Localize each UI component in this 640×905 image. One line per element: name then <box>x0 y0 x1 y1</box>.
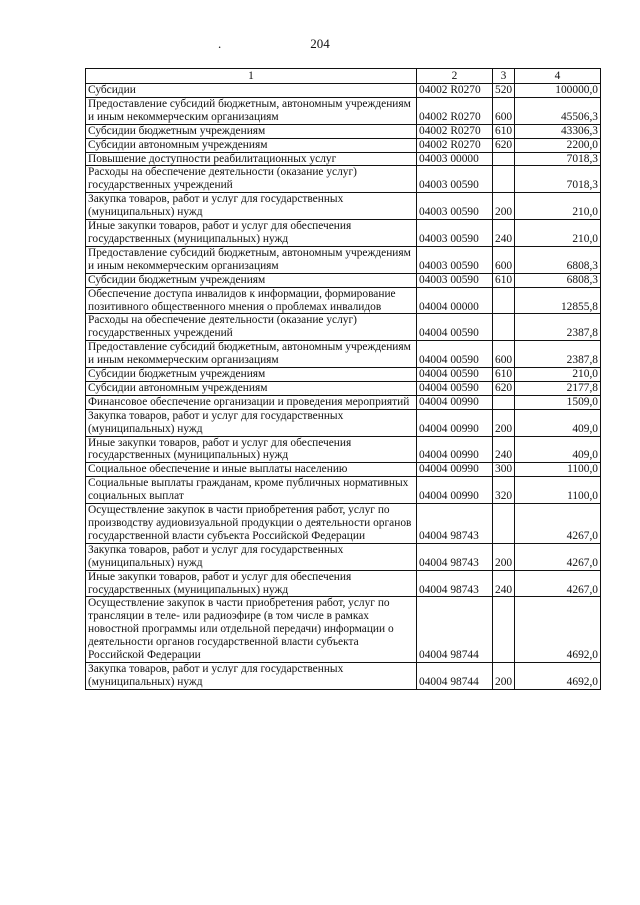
row-code-cell: 04004 98744 <box>417 597 493 663</box>
row-code-cell: 04002 R0270 <box>417 84 493 98</box>
row-amount-cell: 1509,0 <box>515 395 601 409</box>
table-row <box>86 463 601 477</box>
row-name-cell: Закупка товаров, работ и услуг для государственных (муниципальных) нужд <box>86 409 417 436</box>
row-name-cell: Предоставление субсидий бюджетным, автономным учреждениям и иным некоммерческим организациям <box>86 341 417 368</box>
row-code-cell: 04002 R0270 <box>417 97 493 124</box>
row-amount-cell: 100000,0 <box>515 84 601 98</box>
row-amount-cell: 409,0 <box>515 409 601 436</box>
row-expense-type-cell: 200 <box>493 662 515 689</box>
row-code-cell: 04003 00590 <box>417 220 493 247</box>
row-expense-type-cell: 240 <box>493 570 515 597</box>
row-amount-cell: 4692,0 <box>515 662 601 689</box>
row-amount-cell: 4692,0 <box>515 597 601 663</box>
row-expense-type-cell: 200 <box>493 409 515 436</box>
row-amount-cell: 7018,3 <box>515 152 601 166</box>
table-row <box>86 341 601 368</box>
row-code-cell: 04004 00990 <box>417 395 493 409</box>
row-expense-type-cell: 610 <box>493 273 515 287</box>
row-name-cell: Закупка товаров, работ и услуг для государственных (муниципальных) нужд <box>86 662 417 689</box>
row-expense-type-cell: 600 <box>493 97 515 124</box>
row-expense-type-cell <box>493 152 515 166</box>
header-col-2: 2 <box>417 69 493 84</box>
row-code-cell: 04004 98743 <box>417 543 493 570</box>
row-amount-cell: 7018,3 <box>515 166 601 193</box>
row-expense-type-cell: 600 <box>493 246 515 273</box>
row-expense-type-cell: 240 <box>493 220 515 247</box>
row-amount-cell: 1100,0 <box>515 477 601 504</box>
row-amount-cell: 12855,8 <box>515 287 601 314</box>
table-row <box>86 97 601 124</box>
row-code-cell: 04004 00590 <box>417 314 493 341</box>
row-amount-cell: 45506,3 <box>515 97 601 124</box>
row-code-cell: 04002 R0270 <box>417 138 493 152</box>
row-code-cell: 04004 00590 <box>417 368 493 382</box>
row-expense-type-cell: 320 <box>493 477 515 504</box>
page-mark: . <box>218 36 222 51</box>
row-expense-type-cell: 520 <box>493 84 515 98</box>
table-row <box>86 368 601 382</box>
budget-table <box>85 68 601 690</box>
row-code-cell: 04004 98743 <box>417 570 493 597</box>
row-name-cell: Закупка товаров, работ и услуг для государственных (муниципальных) нужд <box>86 193 417 220</box>
row-amount-cell: 2200,0 <box>515 138 601 152</box>
row-code-cell: 04004 00590 <box>417 381 493 395</box>
row-code-cell: 04003 00590 <box>417 246 493 273</box>
row-amount-cell: 1100,0 <box>515 463 601 477</box>
row-name-cell: Обеспечение доступа инвалидов к информации, формирование позитивного общественного мнения о проблемах инвалидов <box>86 287 417 314</box>
row-name-cell: Повышение доступности реабилитационных услуг <box>86 152 417 166</box>
row-amount-cell: 2387,8 <box>515 341 601 368</box>
row-name-cell: Субсидии бюджетным учреждениям <box>86 124 417 138</box>
row-name-cell: Иные закупки товаров, работ и услуг для обеспечения государственных (муниципальных) нужд <box>86 436 417 463</box>
row-expense-type-cell <box>493 597 515 663</box>
table-row <box>86 193 601 220</box>
row-name-cell: Предоставление субсидий бюджетным, автономным учреждениям и иным некоммерческим организациям <box>86 246 417 273</box>
row-amount-cell: 6808,3 <box>515 246 601 273</box>
row-code-cell: 04004 00990 <box>417 409 493 436</box>
row-name-cell: Иные закупки товаров, работ и услуг для обеспечения государственных (муниципальных) нужд <box>86 220 417 247</box>
row-code-cell: 04004 00990 <box>417 477 493 504</box>
row-code-cell: 04004 00990 <box>417 463 493 477</box>
table-row <box>86 381 601 395</box>
table-row <box>86 662 601 689</box>
page-number: 204 <box>310 36 330 51</box>
row-name-cell: Иные закупки товаров, работ и услуг для обеспечения государственных (муниципальных) нужд <box>86 570 417 597</box>
row-code-cell: 04003 00590 <box>417 193 493 220</box>
row-expense-type-cell: 610 <box>493 124 515 138</box>
row-name-cell: Субсидии бюджетным учреждениям <box>86 273 417 287</box>
row-amount-cell: 2387,8 <box>515 314 601 341</box>
row-name-cell: Финансовое обеспечение организации и проведения мероприятий <box>86 395 417 409</box>
row-amount-cell: 4267,0 <box>515 504 601 544</box>
table-row <box>86 273 601 287</box>
table-row <box>86 409 601 436</box>
header-row <box>86 69 601 84</box>
table-body <box>86 84 601 690</box>
table-row <box>86 395 601 409</box>
row-expense-type-cell <box>493 314 515 341</box>
table-row <box>86 152 601 166</box>
row-code-cell: 04003 00590 <box>417 166 493 193</box>
row-name-cell: Закупка товаров, работ и услуг для государственных (муниципальных) нужд <box>86 543 417 570</box>
table-row <box>86 314 601 341</box>
row-name-cell: Предоставление субсидий бюджетным, автономным учреждениям и иным некоммерческим организациям <box>86 97 417 124</box>
row-name-cell: Социальные выплаты гражданам, кроме публичных нормативных социальных выплат <box>86 477 417 504</box>
row-amount-cell: 43306,3 <box>515 124 601 138</box>
table-row <box>86 597 601 663</box>
header-col-4: 4 <box>515 69 601 84</box>
row-amount-cell: 4267,0 <box>515 543 601 570</box>
table-row <box>86 287 601 314</box>
row-name-cell: Расходы на обеспечение деятельности (оказание услуг) государственных учреждений <box>86 314 417 341</box>
row-expense-type-cell: 240 <box>493 436 515 463</box>
table-row <box>86 543 601 570</box>
row-expense-type-cell <box>493 395 515 409</box>
table-row <box>86 84 601 98</box>
row-name-cell: Субсидии <box>86 84 417 98</box>
row-amount-cell: 2177,8 <box>515 381 601 395</box>
row-name-cell: Субсидии бюджетным учреждениям <box>86 368 417 382</box>
table-row <box>86 436 601 463</box>
row-amount-cell: 210,0 <box>515 193 601 220</box>
table-row <box>86 246 601 273</box>
table-row <box>86 570 601 597</box>
row-amount-cell: 210,0 <box>515 368 601 382</box>
row-amount-cell: 210,0 <box>515 220 601 247</box>
row-expense-type-cell: 610 <box>493 368 515 382</box>
row-code-cell: 04004 00000 <box>417 287 493 314</box>
row-expense-type-cell: 620 <box>493 138 515 152</box>
table-row <box>86 504 601 544</box>
row-code-cell: 04004 98743 <box>417 504 493 544</box>
row-name-cell: Субсидии автономным учреждениям <box>86 138 417 152</box>
header-col-3: 3 <box>493 69 515 84</box>
table-row <box>86 166 601 193</box>
row-code-cell: 04004 98744 <box>417 662 493 689</box>
row-name-cell: Субсидии автономным учреждениям <box>86 381 417 395</box>
row-code-cell: 04004 00590 <box>417 341 493 368</box>
row-name-cell: Осуществление закупок в части приобретения работ, услуг по производству аудиовизуальной продукции о деятельности органов государственной власти субъекта Российской Федерации <box>86 504 417 544</box>
row-expense-type-cell: 620 <box>493 381 515 395</box>
row-expense-type-cell: 600 <box>493 341 515 368</box>
table-row <box>86 220 601 247</box>
row-expense-type-cell <box>493 287 515 314</box>
row-amount-cell: 409,0 <box>515 436 601 463</box>
row-name-cell: Расходы на обеспечение деятельности (оказание услуг) государственных учреждений <box>86 166 417 193</box>
row-expense-type-cell: 200 <box>493 543 515 570</box>
table-row <box>86 124 601 138</box>
row-expense-type-cell <box>493 166 515 193</box>
row-name-cell: Осуществление закупок в части приобретения работ, услуг по трансляции в теле- или радиоэфире (в том числе в рамках новостной программы или отдельной передачи) информации о деятельности органов государственной власти субъекта Российской Федерации <box>86 597 417 663</box>
table-row <box>86 138 601 152</box>
row-code-cell: 04002 R0270 <box>417 124 493 138</box>
row-expense-type-cell: 200 <box>493 193 515 220</box>
row-code-cell: 04003 00000 <box>417 152 493 166</box>
row-expense-type-cell: 300 <box>493 463 515 477</box>
row-code-cell: 04003 00590 <box>417 273 493 287</box>
row-name-cell: Социальное обеспечение и иные выплаты населению <box>86 463 417 477</box>
header-col-1: 1 <box>86 69 417 84</box>
table-row <box>86 477 601 504</box>
row-amount-cell: 4267,0 <box>515 570 601 597</box>
row-expense-type-cell <box>493 504 515 544</box>
row-code-cell: 04004 00990 <box>417 436 493 463</box>
row-amount-cell: 6808,3 <box>515 273 601 287</box>
